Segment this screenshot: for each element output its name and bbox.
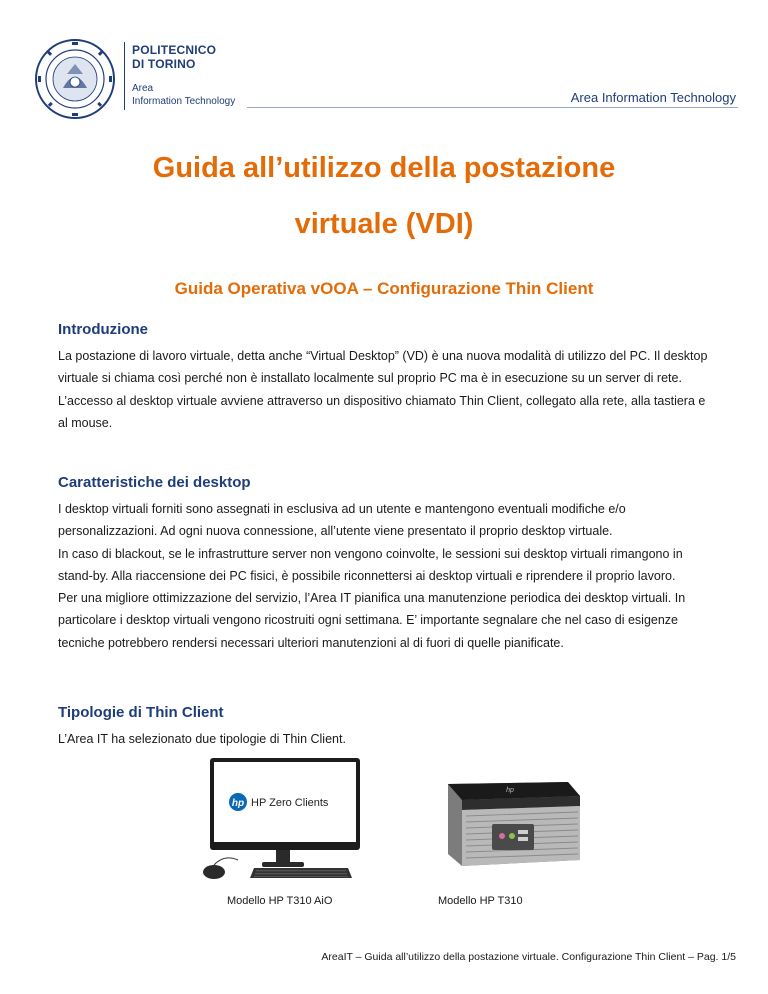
logo-text-information-technology: Information Technology (132, 96, 236, 107)
section-heading-tipologie: Tipologie di Thin Client (58, 704, 224, 721)
page-footer: AreaIT – Guida all’utilizzo della postazione virtuale. Configurazione Thin Client – Pag. 1/5 (321, 951, 736, 963)
header-rule (247, 107, 738, 108)
logo-text-di-torino: DI TORINO (132, 57, 196, 71)
paragraph: La postazione di lavoro virtuale, detta anche “Virtual Desktop” (VD) è una nuova modalità di utilizzo del PC. Il desktop virtuale si chiama così perché non è installato localmente sul proprio PC ma è in esecuzione su un server di rete. (58, 349, 708, 386)
section-body-caratteristiche (58, 498, 718, 654)
paragraph: Per una migliore ottimizzazione del servizio, l’Area IT pianifica una manutenzione periodica dei desktop virtuali. In particolare i desktop virtuali vengono ricostruiti ogni settimana. E’ importante segnalare che nel caso di esigenze tecniche potrebbero rendersi necessari ulteriori manutenzioni al di fuori di quelle pianificate. (58, 591, 686, 650)
header-section-label: Area Information Technology (570, 90, 736, 105)
section-body-introduzione (58, 345, 718, 434)
paragraph: L’accesso al desktop virtuale avviene attraverso un dispositivo chiamato Thin Client, collegato alla rete, alla tastiera e al mouse. (58, 393, 706, 430)
document-title (0, 140, 768, 252)
section-heading-introduzione: Introduzione (58, 321, 148, 338)
paragraph: I desktop virtuali forniti sono assegnati in esclusiva ad un utente e mantengono eventuali modifiche e/o personalizzazioni. Ad ogni nuova connessione, all’utente viene presentato il proprio desktop virtuale. (58, 502, 626, 539)
hp-t310-image (418, 770, 588, 880)
section-heading-caratteristiche: Caratteristiche dei desktop (58, 474, 251, 491)
svg-text:hp: hp (506, 787, 514, 794)
paragraph: In caso di blackout, se le infrastrutture server non vengono coinvolte, le sessioni sui desktop virtuali rimangono in stand-by. Alla riaccensione dei PC fisici, è possibile riconnettersi ai desktop virtuali e riprendere il proprio lavoro. (58, 546, 683, 583)
politecnico-seal-logo (34, 38, 116, 120)
logo-text-politecnico: POLITECNICO (132, 43, 217, 57)
document-subtitle: Guida Operativa vOOA – Configurazione Thin Client (174, 279, 594, 298)
figure-caption-aio: Modello HP T310 AiO (227, 895, 333, 907)
logo-text-area: Area (132, 83, 154, 94)
document-title-line-1: Guida all’utilizzo della postazione (152, 152, 616, 184)
logo-separator (124, 42, 125, 110)
screen-text: HP Zero Clients (251, 797, 329, 809)
section-body-tipologie (58, 728, 718, 750)
svg-text:hp: hp (231, 798, 245, 809)
hp-t310-aio-image (198, 756, 368, 886)
paragraph: L’Area IT ha selezionato due tipologie di Thin Client. (58, 732, 346, 746)
figure-caption-t310: Modello HP T310 (438, 895, 523, 907)
document-title-line-2: virtuale (VDI) (294, 208, 474, 240)
